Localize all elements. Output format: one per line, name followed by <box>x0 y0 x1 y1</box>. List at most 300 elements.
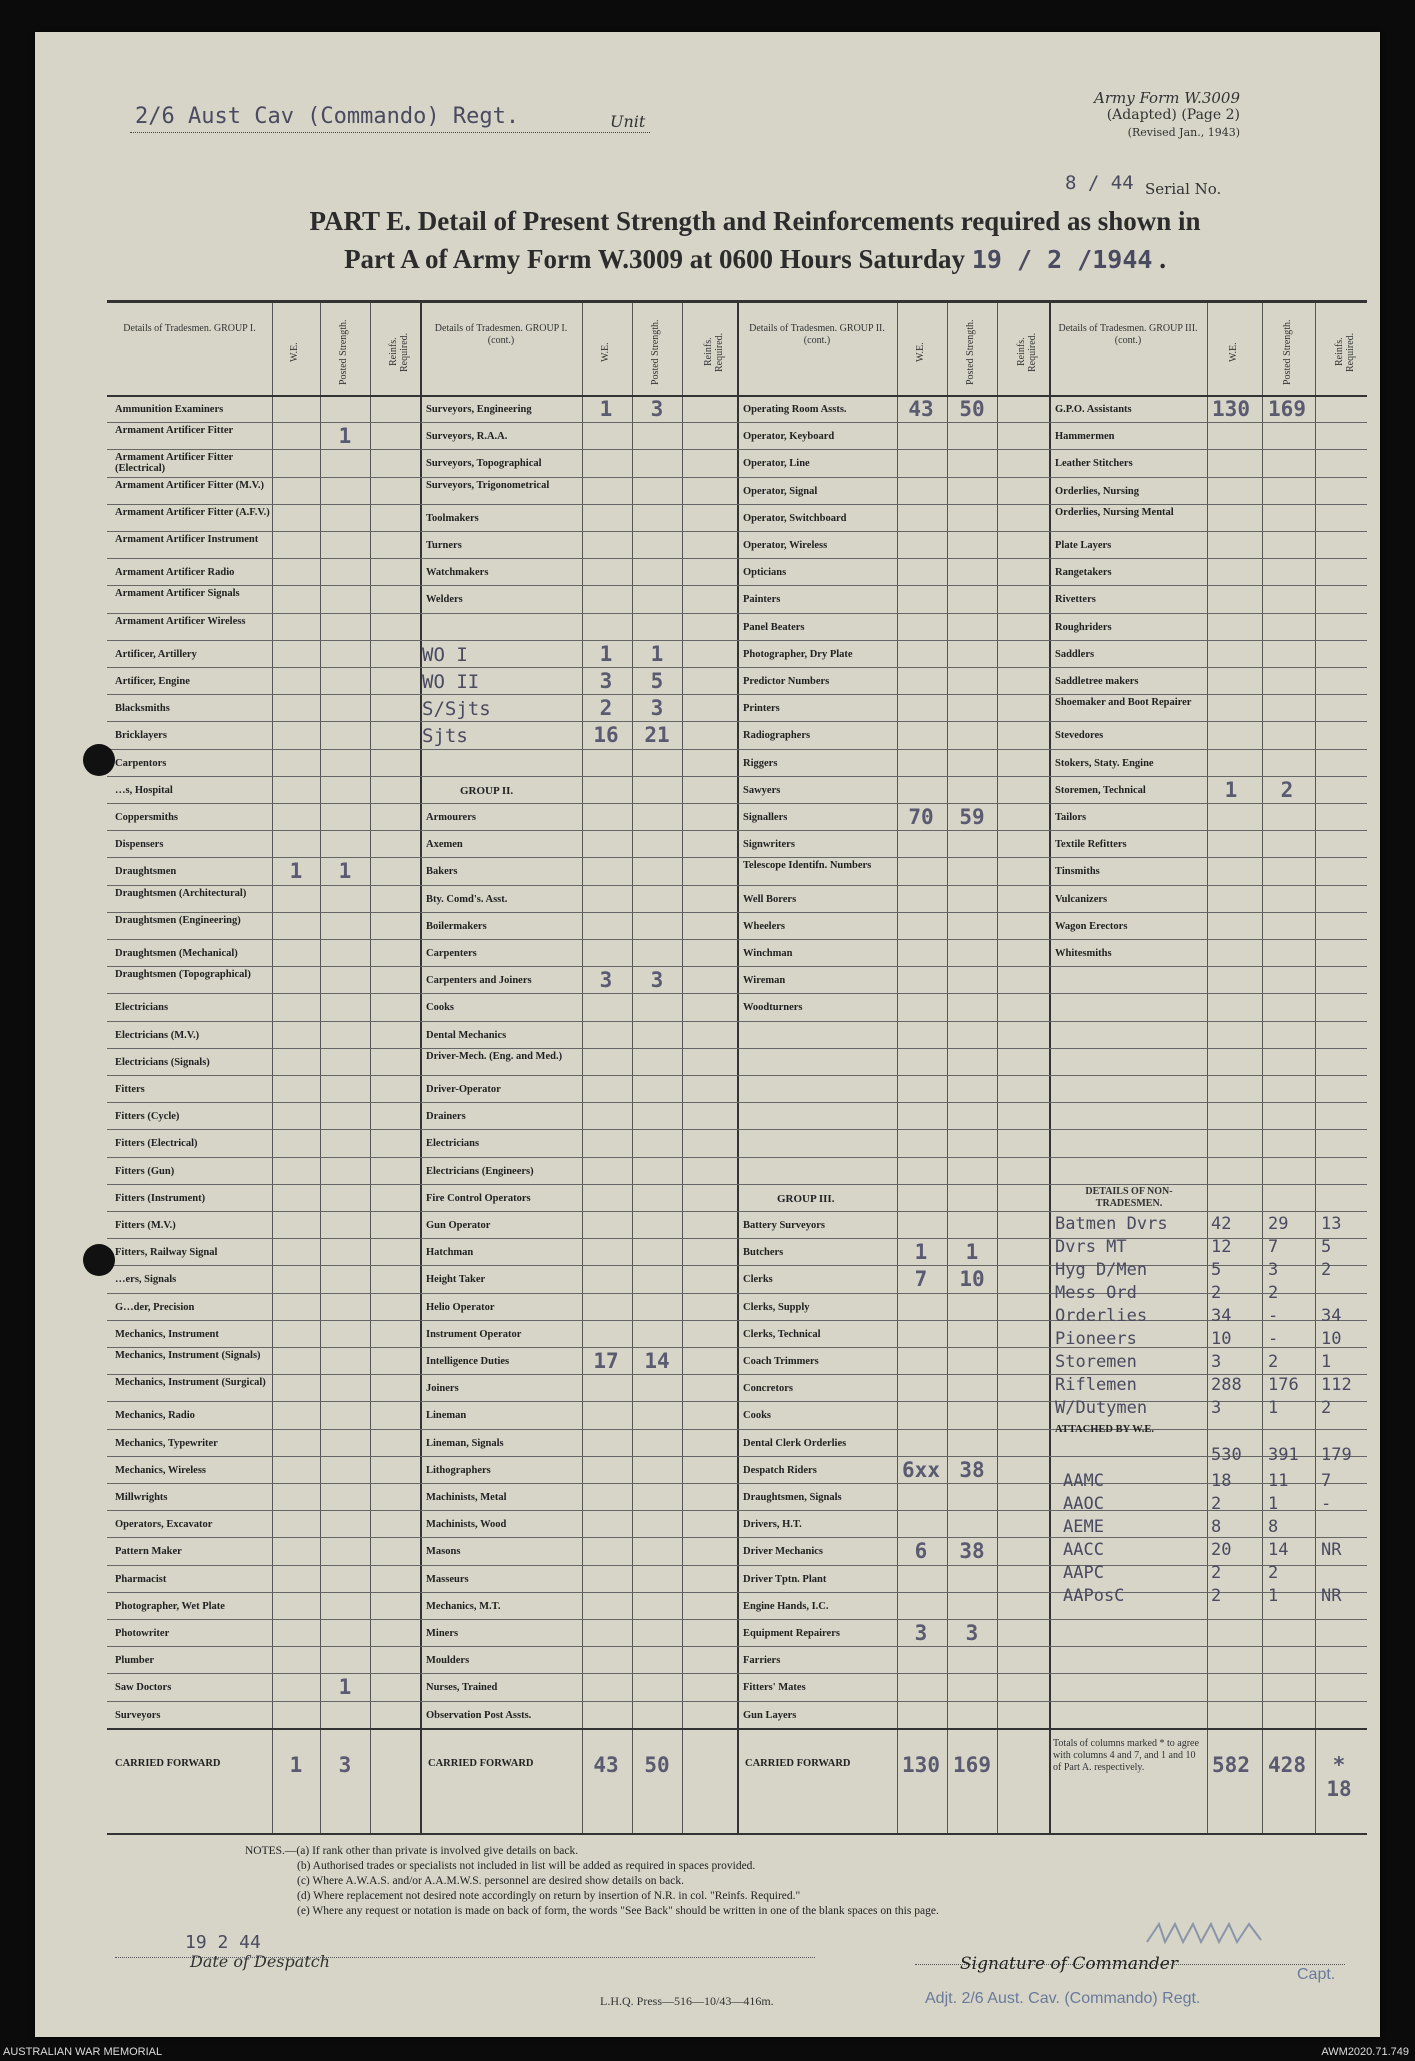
trade-label: Lithographers <box>426 1464 491 1476</box>
row-rule <box>107 585 1367 586</box>
carried-rule <box>107 1728 1367 1730</box>
note-line: (e) Where any request or notation is made on back of form, the words "See Back" should be written in one of the blank spaces on this page. <box>297 1905 939 1917</box>
title-date: 19 / 2 /1944 <box>971 245 1153 274</box>
carried-posted: 169 <box>953 1752 991 1777</box>
trade-label: Radiographers <box>743 730 811 742</box>
trade-label: Orderlies, Nursing <box>1055 485 1139 497</box>
trade-label: Operator, Switchboard <box>743 512 847 524</box>
header-reinfs: Reinfs. Required. <box>702 332 725 372</box>
nontrade-posted: - <box>1268 1328 1279 1349</box>
trade-label: Well Borers <box>743 893 797 905</box>
row-rule <box>107 1157 1367 1158</box>
attached-heading: ATTACHED BY W.E. <box>1055 1423 1154 1435</box>
form-number: Army Form W.3009 <box>1094 89 1240 107</box>
trade-label: Butchers <box>743 1247 784 1259</box>
trade-label: Pharmacist <box>115 1573 167 1585</box>
row-rule <box>107 1483 1367 1484</box>
trade-label: Driver Mechanics <box>743 1546 823 1558</box>
column-divider <box>1262 303 1263 1833</box>
trade-label: Draughtsmen (Mechanical) <box>115 948 238 959</box>
row-rule <box>107 1646 1367 1647</box>
trade-label: Leather Stitchers <box>1055 458 1133 470</box>
trade-label: Ammunition Examiners <box>115 404 224 415</box>
form-revised: (Revised Jan., 1943) <box>1127 126 1240 139</box>
stamp-adjutant: Adjt. 2/6 Aust. Cav. (Commando) Regt. <box>925 1990 1201 2007</box>
header-posted: Posted Strength. <box>650 319 661 385</box>
trade-label: Despatch Riders <box>743 1464 817 1476</box>
form-identifier <box>1094 90 1240 141</box>
row-rule <box>107 1021 1367 1022</box>
trade-label: Orderlies, Nursing Mental <box>1055 506 1174 518</box>
row-rule <box>107 640 1367 641</box>
header-posted: Posted Strength. <box>965 319 976 385</box>
trade-label: Fitters (Cycle) <box>115 1111 180 1123</box>
trade-label: Textile Refitters <box>1055 839 1127 851</box>
we-value: 1 <box>914 1240 928 1265</box>
carried-reinfs: * 18 <box>1326 1752 1352 1801</box>
trade-label: Armament Artificer Instrument <box>115 534 259 545</box>
column-divider <box>582 303 583 1833</box>
trade-label: Clerks, Supply <box>743 1301 810 1313</box>
trade-label: …s, Hospital <box>115 784 173 796</box>
trade-label: Signallers <box>743 812 788 823</box>
nontrade-label: Dvrs MT <box>1055 1236 1127 1257</box>
carried-posted: 428 <box>1268 1752 1306 1777</box>
trade-label: Printers <box>743 703 780 715</box>
trade-label: Moulders <box>426 1655 470 1667</box>
trade-label: Riggers <box>743 757 778 769</box>
row-rule <box>107 1211 1367 1212</box>
trade-label: Carpentors <box>115 757 167 769</box>
posted-value: 3 <box>650 397 664 421</box>
trade-label: Operator, Line <box>743 458 810 470</box>
row-rule <box>107 449 1367 450</box>
posted-value: 1 <box>338 424 352 449</box>
trade-label: Predictor Numbers <box>743 676 830 687</box>
row-rule <box>107 531 1367 532</box>
trade-label: Fitters' Mates <box>743 1682 806 1694</box>
row-rule <box>107 1293 1367 1294</box>
attached-posted: 11 <box>1268 1470 1289 1491</box>
we-value: 130 <box>1212 397 1250 421</box>
column-divider <box>272 303 273 1833</box>
posted-value: 3 <box>650 968 664 993</box>
column-divider <box>897 303 898 1833</box>
trade-label: Operating Room Assts. <box>743 404 847 415</box>
trade-label: Armament Artificer Fitter <box>115 425 234 437</box>
punch-hole <box>83 744 115 776</box>
trade-label: Armament Artificer Fitter (M.V.) <box>115 479 264 491</box>
attached-label: AEME <box>1063 1516 1104 1537</box>
form-title <box>205 202 1305 279</box>
trade-label: Intelligence Duties <box>426 1356 510 1367</box>
posted-value: 50 <box>959 397 985 421</box>
row-rule <box>107 1565 1367 1566</box>
row-rule <box>107 857 1367 858</box>
trade-label: Painters <box>743 594 781 606</box>
trade-label: Opticians <box>743 567 787 579</box>
trade-label: Clerks <box>743 1274 773 1286</box>
row-rule <box>107 721 1367 722</box>
trade-label: Electricians <box>426 1138 480 1150</box>
typed-entry: WO I <box>422 643 468 666</box>
we-value: 70 <box>908 805 934 829</box>
trade-label: Saw Doctors <box>115 1682 172 1694</box>
trade-label: Gun Operator <box>426 1220 491 1231</box>
row-rule <box>107 1456 1367 1457</box>
trade-label: Tailors <box>1055 812 1087 823</box>
carried-posted: 50 <box>644 1752 670 1777</box>
we-value: 2 <box>599 696 613 721</box>
row-rule <box>107 966 1367 967</box>
trade-label: Boilermakers <box>426 920 487 932</box>
row-rule <box>107 1075 1367 1076</box>
row-rule <box>107 803 1367 804</box>
archive-caption: AUSTRALIAN WAR MEMORIAL <box>3 2046 163 2058</box>
column-divider <box>632 303 633 1833</box>
nontrade-we: 3 <box>1211 1351 1222 1372</box>
posted-value: 59 <box>959 805 985 829</box>
row-rule <box>107 830 1367 831</box>
attached-we: 2 <box>1211 1493 1222 1514</box>
trade-label: Bty. Comd's. Asst. <box>426 893 508 905</box>
title-line-1: PART E. Detail of Present Strength and Reinforcements required as shown in <box>309 206 1201 236</box>
group-divider <box>737 303 739 1833</box>
attached-reinfs: NR <box>1321 1539 1342 1560</box>
trade-label: Surveyors, R.A.A. <box>426 431 508 443</box>
trade-label: Stevedores <box>1055 730 1104 742</box>
nontrade-we: 2 <box>1211 1282 1222 1303</box>
row-rule <box>107 993 1367 994</box>
trade-label: Battery Surveyors <box>743 1220 825 1231</box>
trade-label: Lineman <box>426 1410 467 1422</box>
row-rule <box>107 912 1367 913</box>
note-line: (d) Where replacement not desired note accordingly on return by insertion of N.R. in col. "Reinfs. Required." <box>297 1890 801 1902</box>
trade-label: Mechanics, Instrument (Signals) <box>115 1350 261 1361</box>
header-posted: Posted Strength. <box>1281 319 1293 385</box>
trade-label: Bricklayers <box>115 730 167 742</box>
row-rule <box>107 667 1367 668</box>
nontrade-label: Mess Ord <box>1055 1282 1137 1303</box>
posted-value: 3 <box>650 696 664 721</box>
attached-subtotal: 179 <box>1321 1444 1352 1465</box>
trade-label: Driver Tptn. Plant <box>743 1573 827 1585</box>
nontrade-label: Pioneers <box>1055 1328 1137 1349</box>
header-we: W.E. <box>1227 342 1239 362</box>
trade-label: Photographer, Dry Plate <box>743 648 853 660</box>
trade-label: Helio Operator <box>426 1301 495 1313</box>
column-divider <box>997 303 998 1833</box>
trade-label: Vulcanizers <box>1055 893 1108 905</box>
trade-label: Photographer, Wet Plate <box>115 1600 225 1612</box>
trade-label: Hammermen <box>1055 431 1115 443</box>
title-text: Part A of Army Form W.3009 at 0600 Hours Saturday <box>344 244 966 274</box>
trade-label: Armament Artificer Radio <box>115 567 235 579</box>
attached-we: 18 <box>1211 1470 1232 1491</box>
row-rule <box>107 1619 1367 1620</box>
row-rule <box>107 504 1367 505</box>
trade-label: Carpenters and Joiners <box>426 975 532 987</box>
posted-value: 1 <box>650 641 664 666</box>
carried-we: 43 <box>593 1752 619 1777</box>
trade-label: Armament Artificer Signals <box>115 588 240 600</box>
row-rule <box>107 1048 1367 1049</box>
nontrade-label: Hyg D/Men <box>1055 1259 1148 1280</box>
nontrades-heading: DETAILS OF NON-TRADESMEN. <box>1085 1185 1173 1209</box>
trade-label: Cooks <box>426 1002 455 1014</box>
trade-label: Height Taker <box>426 1274 486 1286</box>
trade-label: Mechanics, Typewriter <box>115 1437 218 1449</box>
trade-label: Driver-Mech. (Eng. and Med.) <box>426 1050 563 1062</box>
trade-label: Fitters, Railway Signal <box>115 1247 218 1259</box>
posted-value: 1 <box>338 1675 352 1700</box>
nontrade-posted: 2 <box>1268 1282 1279 1303</box>
posted-value: 14 <box>644 1349 670 1373</box>
trade-label: Armament Artificer Fitter (A.F.V.) <box>115 506 270 518</box>
row-rule <box>107 1429 1367 1430</box>
trade-label: Cooks <box>743 1410 772 1422</box>
trade-label: Rangetakers <box>1055 567 1112 579</box>
row-rule <box>107 1374 1367 1375</box>
nontrade-we: 42 <box>1211 1213 1232 1234</box>
trade-label: Machinists, Wood <box>426 1519 507 1531</box>
trade-label: Dental Clerk Orderlies <box>743 1437 847 1449</box>
attached-label: AAMC <box>1063 1470 1104 1491</box>
attached-label: AAPC <box>1063 1562 1104 1583</box>
notes <box>245 1844 939 1919</box>
trade-label: Fitters (Instrument) <box>115 1192 206 1204</box>
trade-label: Fitters <box>115 1084 145 1095</box>
header-posted: Posted Strength. <box>338 319 349 385</box>
carried-forward-label: CARRIED FORWARD <box>428 1757 534 1769</box>
attached-posted: 1 <box>1268 1493 1279 1514</box>
carried-forward-label: CARRIED FORWARD <box>115 1757 221 1769</box>
trade-label: Pattern Maker <box>115 1546 182 1558</box>
trade-label: Armament Artificer Fitter (Electrical) <box>115 452 233 475</box>
note-line: (b) Authorised trades or specialists not included in list will be added as required in spaces provided. <box>297 1860 756 1872</box>
trade-label: Fitters (M.V.) <box>115 1220 176 1231</box>
carried-we: 130 <box>902 1752 940 1777</box>
nontrade-reinfs: 2 <box>1321 1259 1332 1280</box>
trade-label: Hatchman <box>426 1247 474 1259</box>
row-rule <box>107 1320 1367 1321</box>
column-divider <box>947 303 948 1833</box>
trade-label: Woodturners <box>743 1002 803 1014</box>
posted-value: 21 <box>644 723 670 748</box>
row-rule <box>107 749 1367 750</box>
column-divider <box>1207 303 1208 1833</box>
carried-forward-label: CARRIED FORWARD <box>745 1757 851 1769</box>
trade-label: Saddlers <box>1055 648 1095 660</box>
group-heading: GROUP III. <box>777 1192 835 1205</box>
trade-label: Artificer, Engine <box>115 676 190 687</box>
trade-label: Artificer, Artillery <box>115 648 197 660</box>
row-rule <box>107 939 1367 940</box>
attached-label: AAOC <box>1063 1493 1104 1514</box>
trade-label: Surveyors, Trigonometrical <box>426 479 550 491</box>
trade-label: Wagon Erectors <box>1055 920 1128 932</box>
nontrade-posted: 1 <box>1268 1397 1279 1418</box>
unit-label: Unit <box>610 112 646 131</box>
we-value: 3 <box>914 1621 928 1645</box>
note-line: (c) Where A.W.A.S. and/or A.A.M.W.S. personnel are desired show details on back. <box>297 1875 684 1887</box>
nontrade-reinfs: 1 <box>1321 1351 1332 1372</box>
trade-label: Millwrights <box>115 1492 168 1503</box>
attached-posted: 1 <box>1268 1585 1279 1606</box>
row-rule <box>107 1510 1367 1511</box>
carried-we: 1 <box>289 1752 303 1777</box>
row-rule <box>107 1401 1367 1402</box>
nontrade-label: Riflemen <box>1055 1374 1137 1395</box>
trade-label: Wheelers <box>743 920 785 932</box>
attached-we: 20 <box>1211 1539 1232 1560</box>
trade-label: Machinists, Metal <box>426 1492 507 1503</box>
posted-value: 5 <box>650 669 664 693</box>
row-rule <box>107 1592 1367 1593</box>
trade-label: Masons <box>426 1546 461 1558</box>
group-divider <box>1049 303 1051 1833</box>
title-period: . <box>1159 244 1166 274</box>
nontrade-reinfs: 5 <box>1321 1236 1332 1257</box>
carried-we: 582 <box>1212 1752 1250 1777</box>
nontrade-reinfs: 13 <box>1321 1213 1342 1234</box>
trade-label: Sawyers <box>743 784 781 796</box>
trade-label: Winchman <box>743 948 793 959</box>
trade-label: Electricians <box>115 1002 169 1014</box>
trade-label: Axemen <box>426 839 463 851</box>
we-value: 3 <box>599 669 613 693</box>
trade-label: Bakers <box>426 866 458 878</box>
trade-label: Electricians (Engineers) <box>426 1165 534 1177</box>
column-header-1: Details of Tradesmen. GROUP I. <box>123 323 256 334</box>
nontrade-posted: - <box>1268 1305 1279 1326</box>
form-adapted: (Adapted) (Page 2) <box>1106 107 1240 123</box>
trade-label: Observation Post Assts. <box>426 1709 532 1721</box>
trade-label: G…der, Precision <box>115 1301 195 1313</box>
attached-we: 2 <box>1211 1585 1222 1606</box>
header-we: W.E. <box>289 342 300 362</box>
posted-value: 10 <box>959 1267 985 1292</box>
attached-label: AACC <box>1063 1539 1104 1560</box>
trade-label: Fire Control Operators <box>426 1192 531 1204</box>
attached-subtotal: 391 <box>1268 1444 1299 1465</box>
trade-label: Equipment Repairers <box>743 1628 840 1639</box>
trade-label: Operator, Signal <box>743 485 818 497</box>
column-divider <box>682 303 683 1833</box>
attached-subtotal: 530 <box>1211 1444 1242 1465</box>
trade-label: G.P.O. Assistants <box>1055 404 1132 415</box>
unit-name: 2/6 Aust Cav (Commando) Regt. <box>135 104 520 129</box>
row-rule <box>107 1265 1367 1266</box>
trade-label: Draughtsmen (Engineering) <box>115 914 241 926</box>
trade-label: Armourers <box>426 812 476 823</box>
trade-label: Panel Beaters <box>743 621 805 633</box>
we-value: 6xx <box>902 1457 940 1482</box>
punch-hole <box>83 1244 115 1276</box>
trade-label: Electricians (M.V.) <box>115 1029 200 1041</box>
nontrade-reinfs: 34 <box>1321 1305 1342 1326</box>
we-value: 6 <box>914 1539 928 1564</box>
trade-label: Carpenters <box>426 948 477 959</box>
title-line-2 <box>205 240 1305 279</box>
row-rule <box>107 1184 1367 1185</box>
despatch-date: 19 2 44 <box>185 1932 261 1953</box>
posted-value: 2 <box>1280 777 1294 802</box>
trade-label: Welders <box>426 594 463 606</box>
trade-label: Tinsmiths <box>1055 866 1100 878</box>
attached-reinfs: - <box>1321 1493 1332 1514</box>
nontrade-we: 34 <box>1211 1305 1232 1326</box>
row-rule <box>107 1129 1367 1130</box>
trade-label: Instrument Operator <box>426 1328 522 1340</box>
typed-entry: S/Sjts <box>422 698 491 721</box>
header-reinfs: Reinfs. Required. <box>388 332 410 372</box>
trade-label: Operators, Excavator <box>115 1519 213 1531</box>
trade-label: Joiners <box>426 1383 459 1395</box>
row-rule <box>107 1238 1367 1239</box>
trade-label: Dispensers <box>115 839 164 851</box>
trade-label: Operator, Keyboard <box>743 431 835 443</box>
header-we: W.E. <box>600 342 611 362</box>
nontrade-posted: 2 <box>1268 1351 1279 1372</box>
posted-value: 38 <box>959 1457 985 1482</box>
posted-value: 1 <box>965 1240 979 1265</box>
nontrade-posted: 176 <box>1268 1374 1299 1395</box>
nontrade-label: W/Dutymen <box>1055 1397 1148 1418</box>
we-value: 1 <box>599 641 613 666</box>
nontrade-we: 5 <box>1211 1259 1222 1280</box>
nontrade-reinfs: 10 <box>1321 1328 1342 1349</box>
row-rule <box>107 558 1367 559</box>
we-value: 7 <box>914 1267 928 1292</box>
trade-label: Roughriders <box>1055 621 1112 633</box>
trade-label: Mechanics, M.T. <box>426 1600 501 1612</box>
posted-value: 3 <box>965 1621 979 1645</box>
note-line: NOTES.—(a) If rank other than private is involved give details on back. <box>245 1845 579 1857</box>
group-divider <box>420 303 422 1833</box>
strength-table <box>107 300 1367 1835</box>
row-rule <box>107 694 1367 695</box>
trade-label: Mechanics, Instrument (Surgical) <box>115 1377 266 1389</box>
trade-label: Mechanics, Instrument <box>115 1328 219 1340</box>
trade-label: Surveyors <box>115 1709 161 1721</box>
attached-we: 8 <box>1211 1516 1222 1537</box>
column-divider <box>320 303 321 1833</box>
trade-label: Farriers <box>743 1655 781 1667</box>
trade-label: Turners <box>426 540 462 551</box>
nontrade-we: 288 <box>1211 1374 1242 1395</box>
trade-label: Fitters (Electrical) <box>115 1138 198 1150</box>
row-rule <box>107 1347 1367 1348</box>
attached-posted: 14 <box>1268 1539 1289 1560</box>
column-header-2: Details of Tradesmen. GROUP I. (cont.) <box>434 323 568 346</box>
trade-label: Whitesmiths <box>1055 948 1112 959</box>
row-rule <box>107 1102 1367 1103</box>
typed-entry: WO II <box>422 671 480 693</box>
trade-label: Surveyors, Engineering <box>426 404 532 415</box>
signature-scribble <box>1145 1918 1265 1948</box>
trade-label: Drainers <box>426 1111 466 1123</box>
row-rule <box>107 613 1367 614</box>
trade-label: Photowriter <box>115 1628 170 1639</box>
trade-label: Shoemaker and Boot Repairer <box>1055 697 1192 709</box>
we-value: 1 <box>1224 777 1238 802</box>
we-value: 1 <box>289 859 303 884</box>
row-rule <box>107 1537 1367 1538</box>
attached-we: 2 <box>1211 1562 1222 1583</box>
nontrade-we: 3 <box>1211 1397 1222 1418</box>
trade-label: Watchmakers <box>426 567 489 579</box>
